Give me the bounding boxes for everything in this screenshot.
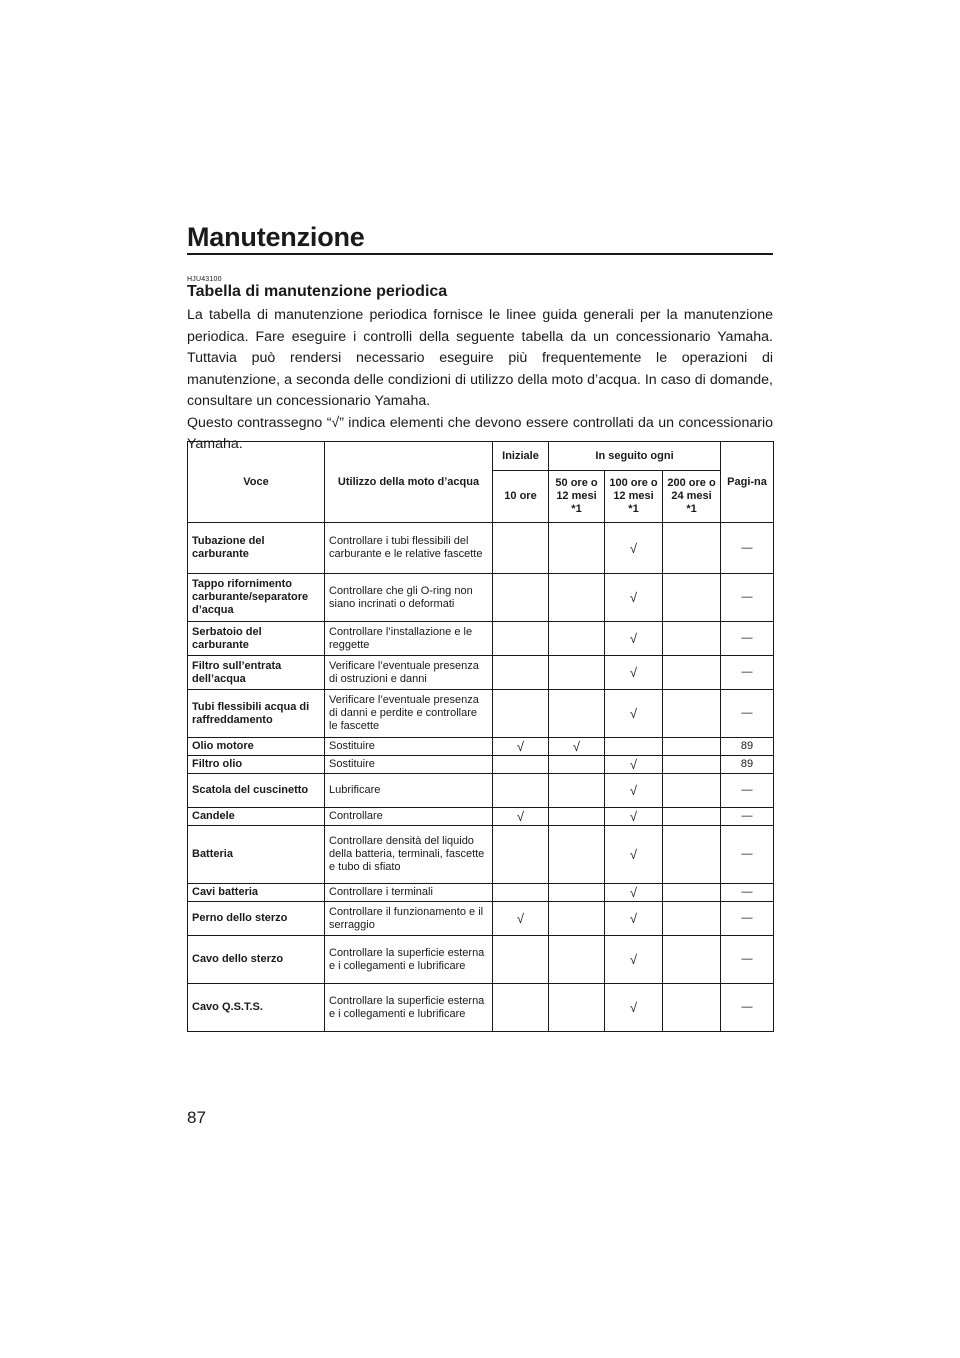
row-item: Filtro sull’entrata dell’acqua bbox=[188, 656, 325, 690]
row-10-ore-mark bbox=[493, 826, 549, 884]
table-row bbox=[188, 902, 774, 936]
row-100-ore-mark: √ bbox=[605, 690, 663, 738]
row-item: Serbatoio del carburante bbox=[188, 622, 325, 656]
header-100-ore: 100 ore o 12 mesi *1 bbox=[605, 471, 663, 523]
table-row bbox=[188, 984, 774, 1032]
intro-paragraph-2: Questo contrassegno “√” indica elementi che devono essere controllati da un concessionario Yamaha. bbox=[187, 414, 773, 452]
row-50-ore-mark bbox=[549, 774, 605, 808]
row-page: — bbox=[721, 690, 774, 738]
row-100-ore-mark: √ bbox=[605, 984, 663, 1032]
row-10-ore-mark bbox=[493, 984, 549, 1032]
row-100-ore-mark: √ bbox=[605, 808, 663, 826]
table-row bbox=[188, 808, 774, 826]
row-100-ore-mark: √ bbox=[605, 756, 663, 774]
header-iniziale: Iniziale bbox=[493, 442, 549, 471]
row-usage: Controllare densità del liquido della batteria, terminali, fascette e tubo di sfiato bbox=[325, 826, 493, 884]
table-row bbox=[188, 738, 774, 756]
row-item: Batteria bbox=[188, 826, 325, 884]
header-in-seguito: In seguito ogni bbox=[549, 442, 721, 471]
row-50-ore-mark bbox=[549, 622, 605, 656]
row-item: Tubi flessibili acqua di raffreddamento bbox=[188, 690, 325, 738]
page-title: Manutenzione bbox=[187, 222, 365, 252]
header-pagina: Pagi-na bbox=[721, 442, 774, 523]
row-100-ore-mark: √ bbox=[605, 936, 663, 984]
row-usage: Verificare l’eventuale presenza di ostruzioni e danni bbox=[325, 656, 493, 690]
table-header bbox=[188, 442, 774, 523]
row-10-ore-mark bbox=[493, 656, 549, 690]
header-50-ore: 50 ore o 12 mesi *1 bbox=[549, 471, 605, 523]
row-200-ore-mark bbox=[663, 756, 721, 774]
row-50-ore-mark bbox=[549, 756, 605, 774]
row-usage: Lubrificare bbox=[325, 774, 493, 808]
maintenance-table bbox=[187, 441, 774, 1032]
table-row bbox=[188, 690, 774, 738]
row-usage: Controllare la superficie esterna e i collegamenti e lubrificare bbox=[325, 984, 493, 1032]
row-page: — bbox=[721, 936, 774, 984]
row-100-ore-mark bbox=[605, 738, 663, 756]
row-item: Cavo dello sterzo bbox=[188, 936, 325, 984]
row-200-ore-mark bbox=[663, 738, 721, 756]
row-200-ore-mark bbox=[663, 884, 721, 902]
row-50-ore-mark bbox=[549, 902, 605, 936]
table-body bbox=[188, 523, 774, 1032]
row-200-ore-mark bbox=[663, 774, 721, 808]
table-row bbox=[188, 774, 774, 808]
table-row bbox=[188, 884, 774, 902]
row-50-ore-mark bbox=[549, 690, 605, 738]
section-code: HJU43100 bbox=[187, 276, 222, 283]
row-200-ore-mark bbox=[663, 902, 721, 936]
row-10-ore-mark bbox=[493, 936, 549, 984]
header-utilizzo: Utilizzo della moto d’acqua bbox=[325, 442, 493, 523]
row-item: Candele bbox=[188, 808, 325, 826]
row-usage: Controllare bbox=[325, 808, 493, 826]
row-page: — bbox=[721, 523, 774, 574]
row-10-ore-mark: √ bbox=[493, 808, 549, 826]
table-row bbox=[188, 622, 774, 656]
row-10-ore-mark bbox=[493, 884, 549, 902]
row-10-ore-mark bbox=[493, 756, 549, 774]
row-10-ore-mark bbox=[493, 690, 549, 738]
row-50-ore-mark bbox=[549, 808, 605, 826]
row-page: 89 bbox=[721, 756, 774, 774]
row-item: Olio motore bbox=[188, 738, 325, 756]
row-200-ore-mark bbox=[663, 656, 721, 690]
row-page: — bbox=[721, 826, 774, 884]
row-200-ore-mark bbox=[663, 808, 721, 826]
row-100-ore-mark: √ bbox=[605, 902, 663, 936]
row-10-ore-mark bbox=[493, 622, 549, 656]
row-page: — bbox=[721, 808, 774, 826]
row-page: — bbox=[721, 622, 774, 656]
intro-text bbox=[187, 305, 773, 456]
row-200-ore-mark bbox=[663, 523, 721, 574]
row-usage: Controllare l’installazione e le reggette bbox=[325, 622, 493, 656]
row-item: Tappo rifornimento carburante/separatore d’acqua bbox=[188, 574, 325, 622]
table-row bbox=[188, 574, 774, 622]
row-page: — bbox=[721, 656, 774, 690]
row-50-ore-mark bbox=[549, 936, 605, 984]
row-10-ore-mark: √ bbox=[493, 738, 549, 756]
row-50-ore-mark bbox=[549, 984, 605, 1032]
row-50-ore-mark bbox=[549, 826, 605, 884]
table-row bbox=[188, 756, 774, 774]
row-100-ore-mark: √ bbox=[605, 574, 663, 622]
table-row bbox=[188, 936, 774, 984]
row-100-ore-mark: √ bbox=[605, 884, 663, 902]
row-200-ore-mark bbox=[663, 984, 721, 1032]
row-10-ore-mark bbox=[493, 774, 549, 808]
row-item: Cavi batteria bbox=[188, 884, 325, 902]
row-50-ore-mark bbox=[549, 574, 605, 622]
row-10-ore-mark bbox=[493, 523, 549, 574]
row-page: — bbox=[721, 774, 774, 808]
row-100-ore-mark: √ bbox=[605, 826, 663, 884]
row-50-ore-mark bbox=[549, 884, 605, 902]
row-usage: Controllare il funzionamento e il serraggio bbox=[325, 902, 493, 936]
row-100-ore-mark: √ bbox=[605, 622, 663, 656]
row-usage: Controllare i tubi flessibili del carburante e le relative fascette bbox=[325, 523, 493, 574]
section-title: Tabella di manutenzione periodica bbox=[187, 283, 448, 300]
row-usage: Sostituire bbox=[325, 756, 493, 774]
row-usage: Controllare che gli O-ring non siano incrinati o deformati bbox=[325, 574, 493, 622]
row-100-ore-mark: √ bbox=[605, 656, 663, 690]
row-page: — bbox=[721, 574, 774, 622]
row-page: — bbox=[721, 902, 774, 936]
header-divider bbox=[187, 253, 773, 255]
row-usage: Verificare l’eventuale presenza di danni e perdite e controllare le fascette bbox=[325, 690, 493, 738]
row-item: Perno dello sterzo bbox=[188, 902, 325, 936]
table-row bbox=[188, 826, 774, 884]
row-100-ore-mark: √ bbox=[605, 774, 663, 808]
row-page: 89 bbox=[721, 738, 774, 756]
row-page: — bbox=[721, 884, 774, 902]
row-50-ore-mark bbox=[549, 656, 605, 690]
header-200-ore: 200 ore o 24 mesi *1 bbox=[663, 471, 721, 523]
row-item: Tubazione del carburante bbox=[188, 523, 325, 574]
page-number: 87 bbox=[187, 1108, 206, 1127]
row-10-ore-mark bbox=[493, 574, 549, 622]
row-200-ore-mark bbox=[663, 826, 721, 884]
table-row bbox=[188, 523, 774, 574]
row-200-ore-mark bbox=[663, 936, 721, 984]
row-200-ore-mark bbox=[663, 622, 721, 656]
row-200-ore-mark bbox=[663, 574, 721, 622]
row-200-ore-mark bbox=[663, 690, 721, 738]
row-item: Filtro olio bbox=[188, 756, 325, 774]
row-item: Cavo Q.S.T.S. bbox=[188, 984, 325, 1032]
row-10-ore-mark: √ bbox=[493, 902, 549, 936]
row-50-ore-mark bbox=[549, 523, 605, 574]
row-usage: Controllare i terminali bbox=[325, 884, 493, 902]
row-usage: Controllare la superficie esterna e i collegamenti e lubrificare bbox=[325, 936, 493, 984]
row-50-ore-mark: √ bbox=[549, 738, 605, 756]
row-usage: Sostituire bbox=[325, 738, 493, 756]
table-row bbox=[188, 656, 774, 690]
row-item: Scatola del cuscinetto bbox=[188, 774, 325, 808]
row-page: — bbox=[721, 984, 774, 1032]
header-voce: Voce bbox=[188, 442, 325, 523]
row-100-ore-mark: √ bbox=[605, 523, 663, 574]
header-10-ore: 10 ore bbox=[493, 471, 549, 523]
intro-paragraph-1: La tabella di manutenzione periodica fornisce le linee guida generali per la manutenzione periodica. Fare eseguire i controlli della seguente tabella da un concessionario Yamaha. Tuttavia può rendersi necessario eseguire più frequentemente le operazioni di manutenzione, a seconda delle condizioni di utilizzo della moto d’acqua. In caso di domande, consultare un concessionario Yamaha. bbox=[187, 307, 773, 409]
